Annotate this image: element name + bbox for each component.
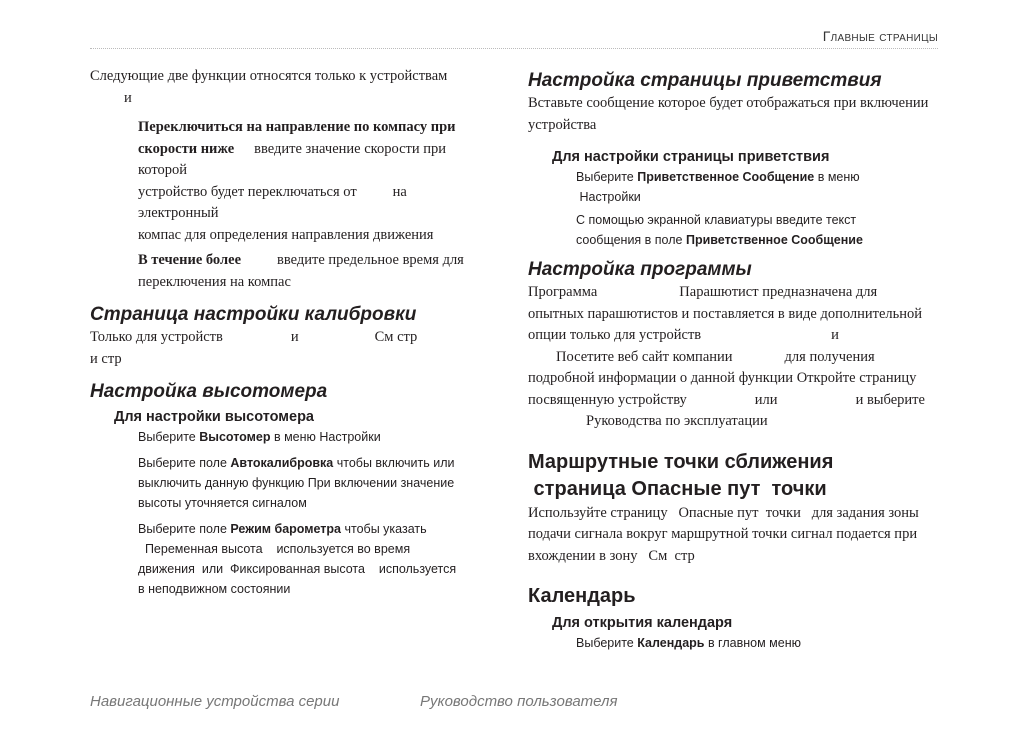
calibration-text [90, 327, 490, 349]
step-text: сообщения в поле [576, 233, 686, 247]
program-heading: Настройка программы [528, 259, 752, 280]
compass-option [90, 117, 490, 246]
welcome-steps [528, 167, 938, 250]
program-text-part: посвященную устройству [528, 391, 687, 408]
altimeter-subheading: Для настройки высотомера [114, 409, 314, 425]
step-text: движения или Фиксированная высота используется [138, 562, 457, 576]
compass-option-text: устройство будет переключаться от [138, 183, 357, 200]
step-field: Режим барометра [230, 522, 342, 536]
step-text: Выберите [138, 430, 200, 444]
program-text-part: подробной информации о данной функции Откройте страницу [528, 370, 917, 386]
proximity-text-line: подачи сигнала вокруг маршрутной точки сигнал подается при [528, 526, 918, 542]
altimeter-heading: Настройка высотомера [90, 381, 328, 402]
program-text-part: Программа [528, 284, 598, 300]
program-text-part: опции только для устройств [528, 327, 702, 343]
step-text: Выберите [576, 170, 638, 184]
compass-option-label: Переключиться на направление по компасу при [138, 119, 456, 135]
step-field: Автокалибровка [230, 456, 334, 470]
step-menu-item: Высотомер [199, 430, 271, 444]
duration-option [90, 250, 490, 293]
step-text: в меню Настройки [270, 430, 381, 444]
intro-line: и [124, 89, 132, 106]
step-text: чтобы включить или [333, 456, 455, 470]
step-text: в неподвижном состоянии [138, 582, 291, 596]
running-header: Главные страницы [822, 28, 938, 44]
calendar-step [528, 633, 938, 653]
intro-line: Следующие две функции относятся только к устройствам [90, 68, 448, 84]
calibration-text-part: и [290, 329, 299, 345]
footer-series: Навигационные устройства серии [90, 693, 340, 710]
program-text-part: или [754, 391, 778, 408]
altimeter-step-2 [138, 453, 490, 513]
compass-option-text: компас для определения направления движения [138, 226, 434, 243]
welcome-text: устройства [528, 116, 597, 133]
step-text: Выберите поле [138, 522, 231, 536]
program-text-part: для получения [784, 348, 875, 365]
altimeter-steps [90, 427, 490, 599]
step-text: чтобы указать [341, 522, 427, 536]
calendar-heading: Календарь [528, 585, 636, 607]
calendar-subheading: Для открытия календаря [552, 615, 733, 631]
footer-guide: Руководство пользователя [420, 693, 618, 710]
calibration-text-part: Только для устройств [90, 329, 223, 345]
compass-option-label: скорости ниже [138, 140, 235, 157]
compass-option-text: на электронный [138, 183, 407, 221]
welcome-step-1: Настройки [576, 190, 641, 204]
calibration-text: и стр [90, 350, 122, 367]
altimeter-step-3 [138, 519, 490, 599]
duration-option-label: В течение более [138, 252, 242, 268]
proximity-text-line: вхождении в зону См стр [528, 547, 695, 564]
calibration-heading: Страница настройки калибровки [90, 304, 417, 325]
program-text-part: опытных парашютистов и поставляется в виде дополнительной [528, 305, 923, 322]
welcome-text: Вставьте сообщение которое будет отображаться при включении [528, 95, 929, 111]
welcome-heading: Настройка страницы приветствия [528, 70, 882, 91]
altimeter-step-1 [138, 427, 490, 447]
welcome-step-1 [576, 167, 938, 187]
program-text-part: и [831, 327, 839, 343]
calibration-text-part: См стр [374, 329, 418, 345]
compass-option-text: введите значение скорости при которой [138, 140, 446, 178]
step-text: в меню [814, 170, 860, 184]
step-text: выключить данную функцию При включении значение [138, 476, 455, 490]
program-text [528, 282, 938, 433]
step-menu-item: Приветственное Сообщение [637, 170, 815, 184]
welcome-subheading: Для настройки страницы приветствия [552, 149, 830, 165]
proximity-text [528, 503, 938, 568]
program-text-part: Руководства по эксплуатации [586, 413, 768, 429]
step-text: Выберите поле [138, 456, 231, 470]
step-field: Приветственное Сообщение [685, 233, 863, 247]
step-text: Выберите [576, 636, 638, 650]
step-text: Переменная высота используется во время [138, 542, 411, 556]
proximity-heading: Маршрутные точки сближения [528, 450, 834, 473]
program-text-part: и выберите [855, 391, 925, 408]
program-text-part: Посетите веб сайт компании [556, 348, 733, 365]
proximity-heading: страница Опасные пут точки [528, 477, 827, 500]
step-menu-item: Календарь [637, 636, 705, 650]
header-divider [90, 48, 938, 49]
step-text: в главном меню [704, 636, 801, 650]
left-column [90, 66, 490, 599]
welcome-step-2 [576, 230, 938, 250]
duration-option-text: введите предельное время для [277, 252, 464, 268]
welcome-step-2: С помощью экранной клавиатуры введите текст [576, 213, 857, 227]
duration-option-text: переключения на компас [138, 273, 291, 290]
program-text-part: Парашютист предназначена для [679, 284, 878, 300]
step-text: высоты уточняется сигналом [138, 496, 307, 510]
right-column [528, 66, 938, 653]
proximity-text-line: Используйте страницу Опасные пут точки для задания зоны [528, 504, 919, 521]
